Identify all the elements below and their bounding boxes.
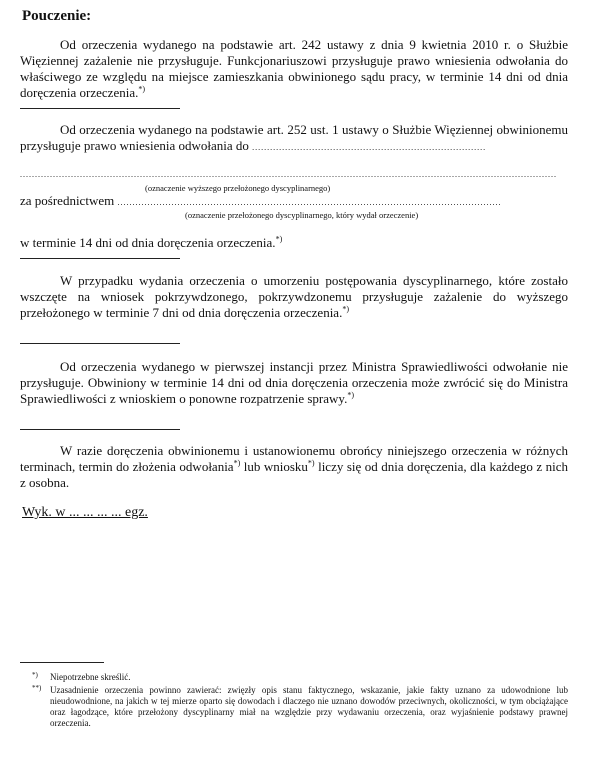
paragraph-1-text: Od orzeczenia wydanego na podstawie art. 242 ustawy z dnia 9 kwietnia 2010 r. o Służbie Więziennej zażalenie nie przysługuje. Funkcjonariuszowi przysługuje prawo wniesienia odwołania do właściwego ze względu na miejsce zamieszkania obwinionego sądu pracy, w terminie 14 dni od dnia doręczenia orzeczenia.: [20, 37, 568, 100]
footnote-2-text: Uzasadnienie orzeczenia powinno zawierać: zwięzły opis stanu faktycznego, wskazanie, jakie fakty uznano za udowodnione lub nieudowodnione, na jakich w tej mierze oparto się dowodach i dlaczego nie uznano dowodów przeciwnych, okoliczności, w tym obciążające oraz łagodzące, które przełożony dyscyplinarny miał na względzie przy wydawaniu orzeczenia, oraz wyjaśnienie podstawy prawnej orzeczenia.: [50, 685, 568, 728]
paragraph-5: [20, 443, 568, 491]
paragraph-4-text: Od orzeczenia wydanego w pierwszej instancji przez Ministra Sprawiedliwości odwołanie nie przysługuje. Obwiniony w terminie 14 dni od dnia doręczenia orzeczenia może zwrócić się do Ministra Sprawiedliwości z wnioskiem o ponowne rozpatrzenie sprawy.: [20, 359, 568, 406]
footnote-mark: *): [307, 458, 315, 468]
footnote-mark: *): [275, 234, 283, 244]
paragraph-2: [20, 122, 568, 156]
paragraph-1: [20, 37, 568, 101]
paragraph-3: [20, 273, 568, 321]
paragraph-5-text-b: lub wniosku: [240, 459, 308, 474]
footnote-mark: *): [347, 390, 354, 400]
footnote-mark: *): [138, 84, 146, 94]
deadline-line: [20, 235, 568, 251]
fill-in-dots: ................................................................................................................................: [117, 198, 502, 207]
caption-superior: (oznaczenie wyższego przełożonego dyscyplinarnego): [145, 183, 331, 193]
footnote-1: [20, 672, 568, 683]
fill-in-dots: ..............................................................................: [252, 143, 487, 152]
footnote-mark: *): [342, 304, 349, 314]
separator-rule: [20, 108, 180, 109]
separator-rule: [20, 343, 180, 344]
paragraph-3-text: W przypadku wydania orzeczenia o umorzeniu postępowania dyscyplinarnego, które zostało wszczęte na wniosek pokrzywdzonego, pokrzywdzonemu przysługuje zażalenie do wyższego przełożonego w terminie 7 dni od dnia doręczenia orzeczenia.: [20, 273, 568, 320]
paragraph-4: [20, 359, 568, 407]
heading-pouczenie: Pouczenie:: [22, 8, 92, 24]
separator-rule: [20, 429, 180, 430]
intermediary-label: za pośrednictwem: [20, 193, 115, 208]
paragraph-5-text-c: liczy się od dnia doręczenia, dla każdego z nich z osobna.: [20, 459, 568, 490]
paragraph-5-text-a: W razie doręczenia obwinionemu i ustanowionemu obrońcy niniejszego orzeczenia w różnych terminach, termin do złożenia odwołania: [20, 443, 568, 474]
footnote-1-mark: *): [32, 671, 38, 679]
intermediary-line: [20, 193, 568, 211]
fill-in-line-superior: ...................................................................................................................................................................................: [20, 170, 557, 179]
footnote-mark: *): [233, 458, 241, 468]
separator-rule: [20, 258, 180, 259]
paragraph-2-text: Od orzeczenia wydanego na podstawie art. 252 ust. 1 ustawy o Służbie Więziennej obwinionemu przysługuje prawo wniesienia odwołania do: [20, 122, 568, 153]
copies-line: Wyk. w ... ... ... ... egz.: [22, 505, 148, 520]
caption-issuer: (oznaczenie przełożonego dyscyplinarnego, który wydał orzeczenie): [185, 210, 419, 220]
footnote-2: [20, 685, 568, 729]
footnote-2-mark: **): [32, 684, 42, 692]
footnote-separator: [20, 662, 104, 663]
footnote-1-text: Niepotrzebne skreślić.: [50, 672, 131, 682]
deadline-text: w terminie 14 dni od dnia doręczenia orzeczenia.: [20, 235, 276, 250]
